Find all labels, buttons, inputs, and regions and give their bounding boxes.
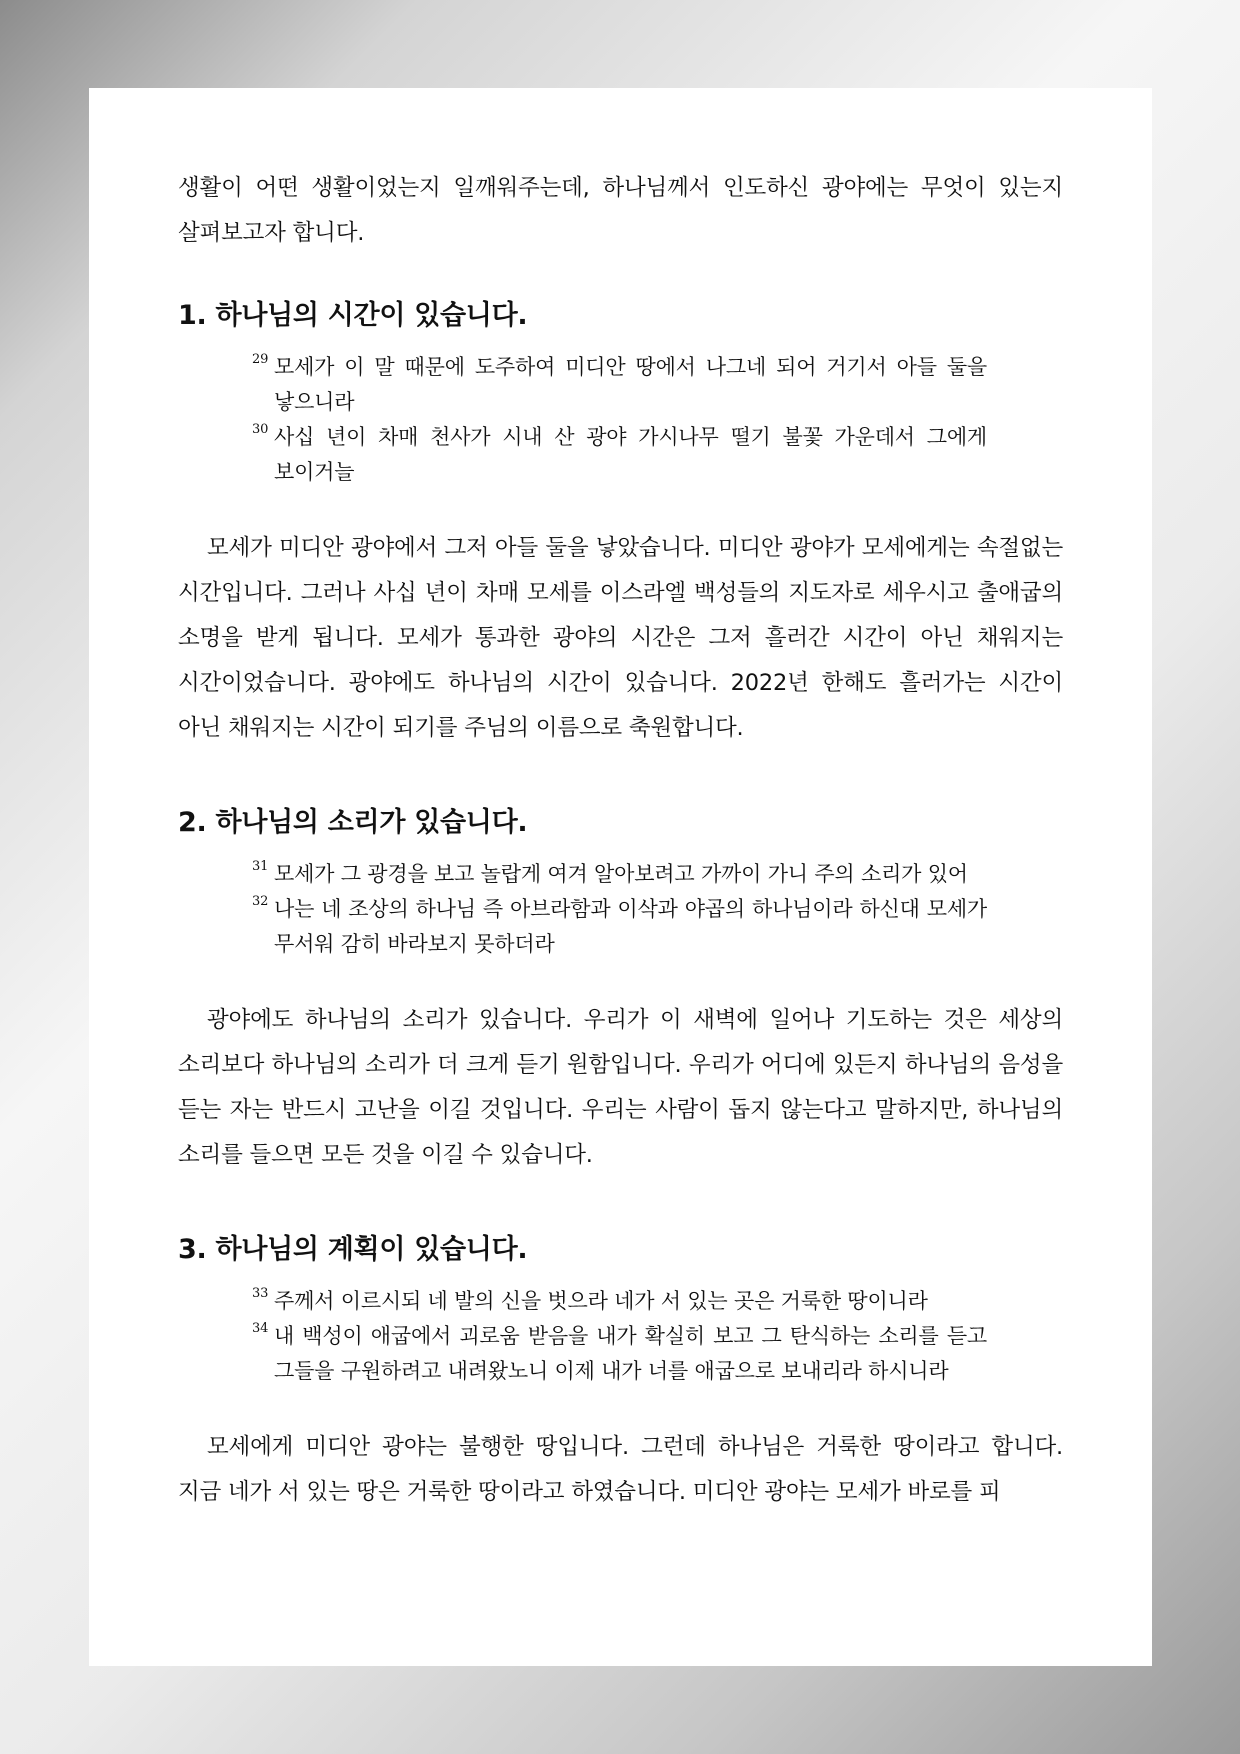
section-heading-3: 3. 하나님의 계획이 있습니다. [178,1234,528,1265]
verse-30 [254,420,987,490]
verse-31 [254,857,987,892]
section-body-3: 모세에게 미디안 광야는 불행한 땅입니다. 그런데 하나님은 거룩한 땅이라고 합니다. 지금 네가 서 있는 땅은 거룩한 땅이라고 하였습니다. 미디안 광야는 모세가 바로를 피 [178,1434,1063,1505]
verse-text: 내 백성이 애굽에서 괴로움 받음을 내가 확실히 보고 그 탄식하는 소리를 듣고 그들을 구원하려고 내려왔노니 이제 내가 너를 애굽으로 보내리라 하시니라 [274,1324,987,1383]
verse-text: 주께서 이르시되 네 발의 신을 벗으라 네가 서 있는 곳은 거룩한 땅이니라 [274,1289,928,1313]
verse-block-1 [178,350,1063,490]
verse-number: 32 [252,894,269,909]
document-page [89,88,1152,1666]
verse-33 [254,1284,987,1319]
verse-29 [254,350,987,420]
section-body-2: 광야에도 하나님의 소리가 있습니다. 우리가 이 새벽에 일어나 기도하는 것은 세상의 소리보다 하나님의 소리가 더 크게 듣기 원함입니다. 우리가 어디에 있든지 하나님의 음성을 듣는 자는 반드시 고난을 이길 것입니다. 우리는 사람이 돕지 않는다고 말하지만, 하나님의 소리를 들으면 모든 것을 이길 수 있습니다. [178,1007,1063,1168]
verse-number: 33 [252,1286,269,1301]
verse-number: 34 [252,1321,269,1336]
verse-number: 30 [252,422,269,437]
verse-text: 사십 년이 차매 천사가 시내 산 광야 가시나무 떨기 불꽃 가운데서 그에게 보이거늘 [274,425,987,484]
section-heading-1: 1. 하나님의 시간이 있습니다. [178,300,528,331]
verse-32 [254,892,987,962]
verse-text: 모세가 이 말 때문에 도주하여 미디안 땅에서 나그네 되어 거기서 아들 둘을 낳으니라 [274,355,987,414]
verse-number: 31 [252,859,269,874]
intro-paragraph: 생활이 어떤 생활이었는지 일깨워주는데, 하나님께서 인도하신 광야에는 무엇이 있는지 살펴보고자 합니다. [178,175,1063,246]
verse-number: 29 [252,352,269,367]
verse-text: 모세가 그 광경을 보고 놀랍게 여겨 알아보려고 가까이 가니 주의 소리가 있어 [274,862,968,886]
section-heading-2: 2. 하나님의 소리가 있습니다. [178,807,528,838]
verse-block-2 [178,857,1063,962]
section-body-1: 모세가 미디안 광야에서 그저 아들 둘을 낳았습니다. 미디안 광야가 모세에게는 속절없는 시간입니다. 그러나 사십 년이 차매 모세를 이스라엘 백성들의 지도자로 세우시고 출애굽의 소명을 받게 됩니다. 모세가 통과한 광야의 시간은 그저 흘러간 시간이 아닌 채워지는 시간이었습니다. 광야에도 하나님의 시간이 있습니다. 2022년 한해도 흘러가는 시간이 아닌 채워지는 시간이 되기를 주님의 이름으로 축원합니다. [178,535,1063,741]
verse-text: 나는 네 조상의 하나님 즉 아브라함과 이삭과 야곱의 하나님이라 하신대 모세가 무서워 감히 바라보지 못하더라 [274,897,987,956]
verse-block-3 [178,1284,1063,1389]
verse-34 [254,1319,987,1389]
